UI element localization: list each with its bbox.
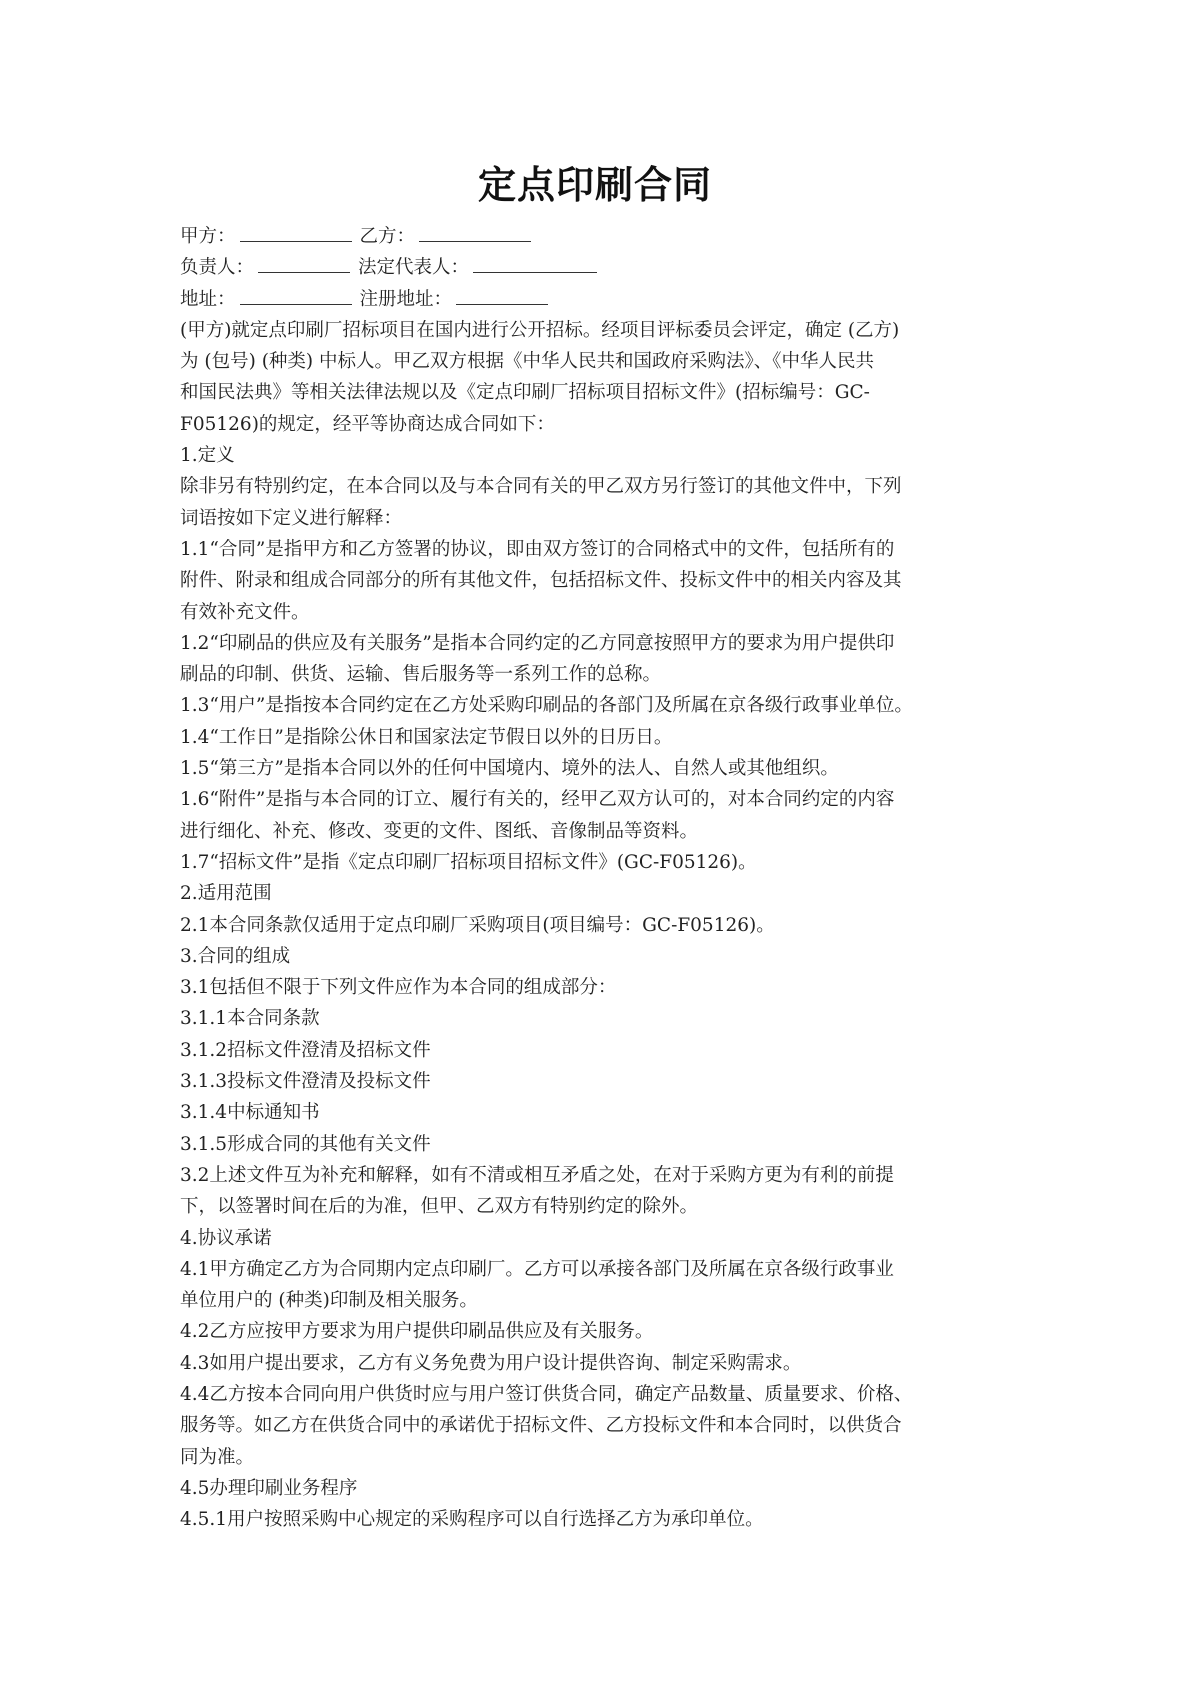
text-line: 进行细化、补充、修改、变更的文件、图纸、音像制品等资料。 (180, 820, 699, 842)
text-line: 4.协议承诺 (180, 1227, 272, 1249)
text-line: 3.1.2招标文件澄清及招标文件 (180, 1039, 431, 1061)
text-line: 词语按如下定义进行解释： (180, 507, 403, 529)
contract-clauses (180, 315, 1020, 1536)
clause-paragraph (180, 847, 1020, 878)
text-line: 1.5“第三方”是指本合同以外的任何中国境内、境外的法人、自然人或其他组织。 (180, 758, 839, 780)
party-field-label: 乙方： (359, 226, 416, 247)
clause-paragraph (180, 972, 1020, 1003)
text-line: 3.1.4中标通知书 (180, 1102, 320, 1124)
clause-paragraph (180, 910, 1020, 941)
party-field-label: 法定代表人： (358, 257, 470, 279)
clause-paragraph (180, 471, 1020, 534)
clause-paragraph (180, 1254, 1020, 1317)
party-field (180, 252, 358, 283)
text-line: 4.5.1用户按照采购中心规定的采购程序可以自行选择乙方为承印单位。 (180, 1509, 764, 1531)
text-line: 下，以签署时间在后的为准，但甲、乙双方有特别约定的除外。 (180, 1196, 699, 1218)
clause-paragraph (180, 1035, 1020, 1066)
fill-in-blank[interactable] (240, 223, 352, 242)
clause-paragraph (180, 1379, 1020, 1473)
clause-paragraph (180, 753, 1020, 784)
clause-paragraph (180, 1504, 1020, 1535)
text-line: 刷品的印制、供货、运输、售后服务等一系列工作的总称。 (180, 664, 662, 686)
fill-in-blank[interactable] (240, 286, 352, 305)
clause-paragraph (180, 1066, 1020, 1097)
text-line: 3.1包括但不限于下列文件应作为本合同的组成部分： (180, 977, 617, 999)
clause-paragraph (180, 1316, 1020, 1347)
party-row (180, 221, 1020, 252)
party-field (358, 252, 605, 283)
text-line: 4.1甲方确定乙方为合同期内定点印刷厂。乙方可以承接各部门及所属在京各级行政事业 (180, 1258, 894, 1280)
clause-paragraph (180, 878, 1020, 909)
text-line: 2.1本合同条款仅适用于定点印刷厂采购项目(项目编号：GC-F05126)。 (180, 914, 775, 936)
text-line: 3.2上述文件互为补充和解释，如有不清或相互矛盾之处，在对于采购方更为有利的前提 (180, 1164, 894, 1186)
party-row (180, 284, 1020, 315)
text-line: 3.1.3投标文件澄清及投标文件 (180, 1071, 431, 1093)
text-line: 和国民法典》等相关法律法规以及《定点印刷厂招标项目招标文件》(招标编号：GC- (180, 382, 870, 404)
clause-paragraph (180, 941, 1020, 972)
text-line: 1.6“附件”是指与本合同的订立、履行有关的，经甲乙双方认可的，对本合同约定的内容 (180, 789, 895, 811)
text-line: 4.5办理印刷业务程序 (180, 1477, 358, 1499)
clause-paragraph (180, 1129, 1020, 1160)
text-line: 4.2乙方应按甲方要求为用户提供印刷品供应及有关服务。 (180, 1321, 654, 1343)
party-field (180, 221, 360, 252)
text-line: 3.1.1本合同条款 (180, 1008, 320, 1030)
text-line: 1.2“印刷品的供应及有关服务”是指本合同约定的乙方同意按照甲方的要求为用户提供印 (180, 632, 895, 654)
text-line: 3.合同的组成 (180, 945, 291, 967)
text-line: 1.4“工作日”是指除公休日和国家法定节假日以外的日历日。 (180, 726, 673, 748)
text-line: 1.1“合同”是指甲方和乙方签署的协议，即由双方签订的合同格式中的文件，包括所有的 (180, 538, 895, 560)
text-line: 服务等。如乙方在供货合同中的承诺优于招标文件、乙方投标文件和本合同时，以供货合 (180, 1415, 902, 1437)
party-info-block (180, 221, 1020, 315)
party-field (180, 284, 360, 315)
fill-in-blank[interactable] (419, 223, 531, 242)
party-field (360, 221, 540, 252)
clause-paragraph (180, 315, 1020, 440)
text-line: 单位用户的 (种类)印制及相关服务。 (180, 1290, 478, 1312)
document-title: 定点印刷合同 (477, 163, 712, 207)
clause-paragraph (180, 690, 1020, 721)
text-line: 4.3如用户提出要求，乙方有义务免费为用户设计提供咨询、制定采购需求。 (180, 1352, 802, 1374)
party-row (180, 252, 1020, 283)
clause-paragraph (180, 1097, 1020, 1128)
text-line: 为 (包号) (种类) 中标人。甲乙双方根据《中华人民共和国政府采购法》、《中华人民共 (180, 351, 875, 373)
text-line: 1.3“用户”是指按本合同约定在乙方处采购印刷品的各部门及所属在京各级行政事业单位。 (180, 695, 913, 717)
text-line: 4.4乙方按本合同向用户供货时应与用户签订供货合同，确定产品数量、质量要求、价格、 (180, 1383, 913, 1405)
text-line: 附件、附录和组成合同部分的所有其他文件，包括招标文件、投标文件中的相关内容及其 (180, 570, 902, 592)
clause-paragraph (180, 1348, 1020, 1379)
fill-in-blank[interactable] (258, 254, 350, 273)
text-line: (甲方)就定点印刷厂招标项目在国内进行公开招标。经项目评标委员会评定，确定 (乙方) (180, 319, 900, 341)
text-line: 同为准。 (180, 1446, 255, 1468)
clause-paragraph (180, 1003, 1020, 1034)
text-line: 2.适用范围 (180, 883, 272, 905)
clause-paragraph (180, 1223, 1020, 1254)
fill-in-blank[interactable] (473, 254, 597, 273)
clause-paragraph (180, 440, 1020, 471)
text-line: 有效补充文件。 (180, 601, 310, 623)
text-line: 3.1.5形成合同的其他有关文件 (180, 1133, 431, 1155)
clause-paragraph (180, 628, 1020, 691)
party-field (360, 284, 557, 315)
party-field-label: 注册地址： (359, 288, 453, 310)
clause-paragraph (180, 784, 1020, 847)
text-line: 1.定义 (180, 445, 235, 467)
text-line: 1.7“招标文件”是指《定点印刷厂招标项目招标文件》(GC-F05126)。 (180, 851, 757, 873)
party-field-label: 甲方： (180, 226, 236, 247)
document-body (180, 221, 1020, 1535)
party-field-label: 负责人： (180, 257, 255, 279)
clause-paragraph (180, 1160, 1020, 1223)
clause-paragraph (180, 722, 1020, 753)
party-field-label: 地址： (180, 288, 236, 310)
fill-in-blank[interactable] (456, 286, 548, 305)
text-line: F05126)的规定，经平等协商达成合同如下： (180, 413, 555, 435)
text-line: 除非另有特别约定，在本合同以及与本合同有关的甲乙双方另行签订的其他文件中，下列 (180, 476, 902, 498)
clause-paragraph (180, 534, 1020, 628)
clause-paragraph (180, 1473, 1020, 1504)
